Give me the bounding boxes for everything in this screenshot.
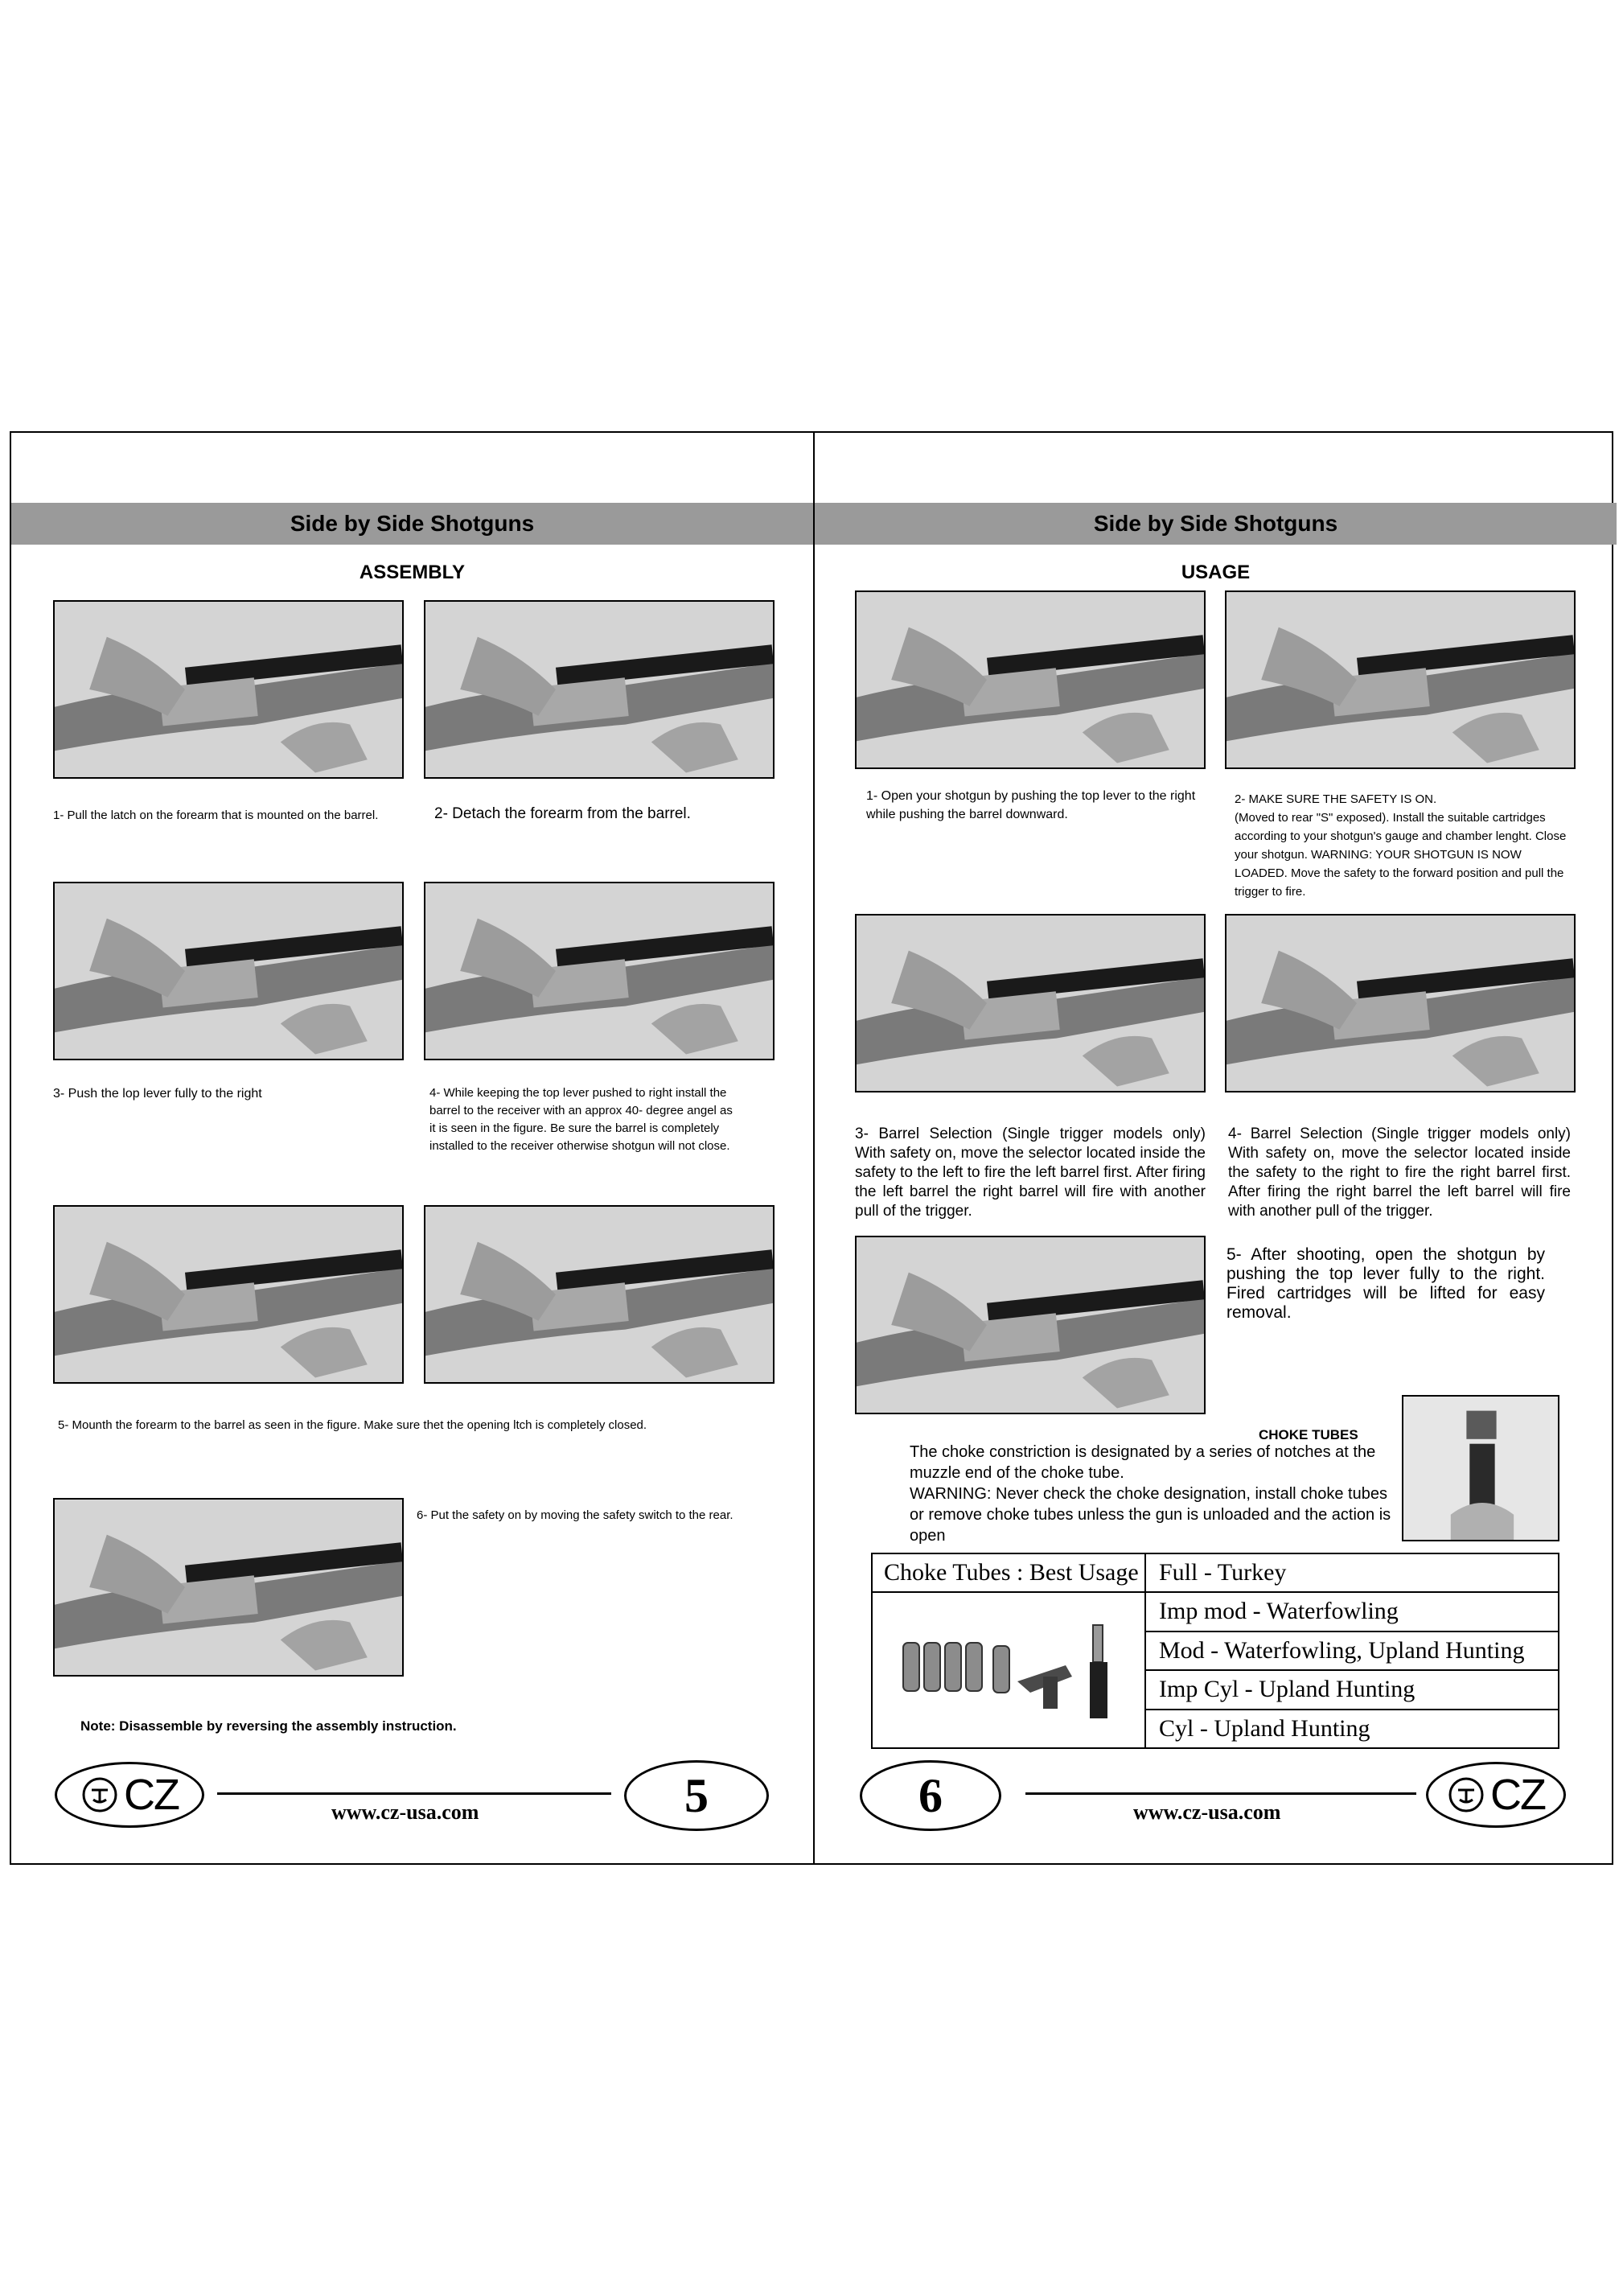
logo-text: CZ bbox=[1490, 1771, 1545, 1819]
usage-caption-5: 5- After shooting, open the shotgun by pushing the top lever fully to the right. Fired cartridges will be lifted for easy removal. bbox=[1226, 1245, 1545, 1322]
choke-row-2: Imp mod - Waterfowling bbox=[1145, 1592, 1559, 1631]
usage-caption-2 bbox=[1235, 790, 1572, 901]
assembly-photo-3 bbox=[53, 882, 404, 1060]
cz-logo-right bbox=[1426, 1762, 1566, 1828]
choke-warning: WARNING: Never check the choke designation, install choke tubes or remove choke tubes unless the gun is unloaded and the action is open bbox=[910, 1485, 1391, 1545]
usage-photo-1 bbox=[855, 590, 1206, 769]
choke-tubes-title: CHOKE TUBES bbox=[1259, 1427, 1358, 1442]
choke-usage-table bbox=[871, 1553, 1559, 1749]
usage-photo-5 bbox=[855, 1236, 1206, 1414]
assembly-caption-3: 3- Push the lop lever fully to the right bbox=[53, 1087, 262, 1101]
page-5 bbox=[11, 433, 813, 1863]
page-number-oval-right bbox=[860, 1760, 1001, 1831]
logo-text: CZ bbox=[124, 1771, 179, 1819]
assembly-caption-4: 4- While keeping the top lever pushed to right install the barrel to the receiver with an approx 40- degree angel as it is seen in the figure. Be sure the barrel is completely installed to the receiver otherwise shotgun will not close. bbox=[429, 1086, 733, 1153]
cz-emblem-icon bbox=[80, 1775, 119, 1814]
assembly-title: ASSEMBLY bbox=[359, 562, 466, 583]
manual-spread bbox=[10, 431, 1613, 1865]
assembly-photo-4 bbox=[424, 882, 775, 1060]
usage-caption-3: 3- Barrel Selection (Single trigger models only) With safety on, move the selector located inside the safety to the left to fire the left barrel first. After firing the left barrel the right barrel will fire with another pull of the trigger. bbox=[855, 1125, 1206, 1220]
assembly-photo-2 bbox=[424, 600, 775, 779]
usage-title: USAGE bbox=[1181, 562, 1251, 583]
choke-row-5: Cyl - Upland Hunting bbox=[1145, 1710, 1559, 1749]
page-number-oval-left bbox=[624, 1760, 769, 1831]
usage-caption-1: 1- Open your shotgun by pushing the top lever to the right while pushing the barrel downward. bbox=[866, 789, 1196, 821]
left-header-bar: Side by Side Shotguns bbox=[11, 503, 813, 545]
choke-row-1: Full - Turkey bbox=[1145, 1553, 1559, 1592]
choke-table-header: Choke Tubes : Best Usage bbox=[872, 1553, 1145, 1592]
cz-logo-left bbox=[55, 1762, 204, 1828]
assembly-caption-6: 6- Put the safety on by moving the safety switch to the rear. bbox=[417, 1508, 733, 1522]
cz-emblem-icon bbox=[1447, 1775, 1485, 1814]
usage-caption-4: 4- Barrel Selection (Single trigger models only) With safety on, move the selector located inside the safety to the right to fire the right barrel first. After firing the right barrel the left barrel will fire with another pull of the trigger. bbox=[1228, 1125, 1571, 1220]
page-number: 5 bbox=[684, 1768, 709, 1822]
disassemble-note: Note: Disassemble by reversing the assembly instruction. bbox=[80, 1718, 457, 1734]
choke-tube-photo bbox=[1402, 1395, 1559, 1541]
footer-rule-right bbox=[1025, 1792, 1416, 1795]
assembly-caption-5: 5- Mounth the forearm to the barrel as seen in the figure. Make sure thet the opening ltch is completely closed. bbox=[58, 1418, 647, 1432]
assembly-caption-2: 2- Detach the forearm from the barrel. bbox=[434, 805, 691, 822]
assembly-photo-5 bbox=[53, 1205, 404, 1384]
choke-description: The choke constriction is designated by a series of notches at the muzzle end of the choke tube. bbox=[910, 1443, 1376, 1482]
page-6 bbox=[815, 433, 1617, 1863]
usage-photo-3 bbox=[855, 914, 1206, 1092]
assembly-photo-6 bbox=[424, 1205, 775, 1384]
safety-body: (Moved to rear "S" exposed). Install the suitable cartridges according to your shotgun's gauge and chamber lenght. Close your shotgun. WARNING: YOUR SHOTGUN IS NOW LOADED. Move the safety to the forward position and pull the trigger to fire. bbox=[1235, 811, 1567, 899]
right-header-bar: Side by Side Shotguns bbox=[815, 503, 1617, 545]
assembly-photo-1 bbox=[53, 600, 404, 779]
choke-row-4: Imp Cyl - Upland Hunting bbox=[1145, 1670, 1559, 1710]
choke-tube-kit-icon bbox=[873, 1593, 1133, 1741]
choke-tubes-text bbox=[910, 1442, 1392, 1546]
choke-kit-image bbox=[872, 1592, 1145, 1748]
choke-row-3: Mod - Waterfowling, Upland Hunting bbox=[1145, 1631, 1559, 1671]
usage-photo-4 bbox=[1225, 914, 1576, 1092]
website-url-left: www.cz-usa.com bbox=[331, 1800, 479, 1824]
assembly-photo-7 bbox=[53, 1498, 404, 1677]
usage-photo-2 bbox=[1225, 590, 1576, 769]
website-url-right: www.cz-usa.com bbox=[1133, 1800, 1281, 1824]
footer-rule-left bbox=[217, 1792, 611, 1795]
assembly-caption-1: 1- Pull the latch on the forearm that is mounted on the barrel. bbox=[53, 809, 379, 822]
safety-heading: 2- MAKE SURE THE SAFETY IS ON. bbox=[1235, 792, 1437, 806]
page-number: 6 bbox=[918, 1768, 943, 1822]
